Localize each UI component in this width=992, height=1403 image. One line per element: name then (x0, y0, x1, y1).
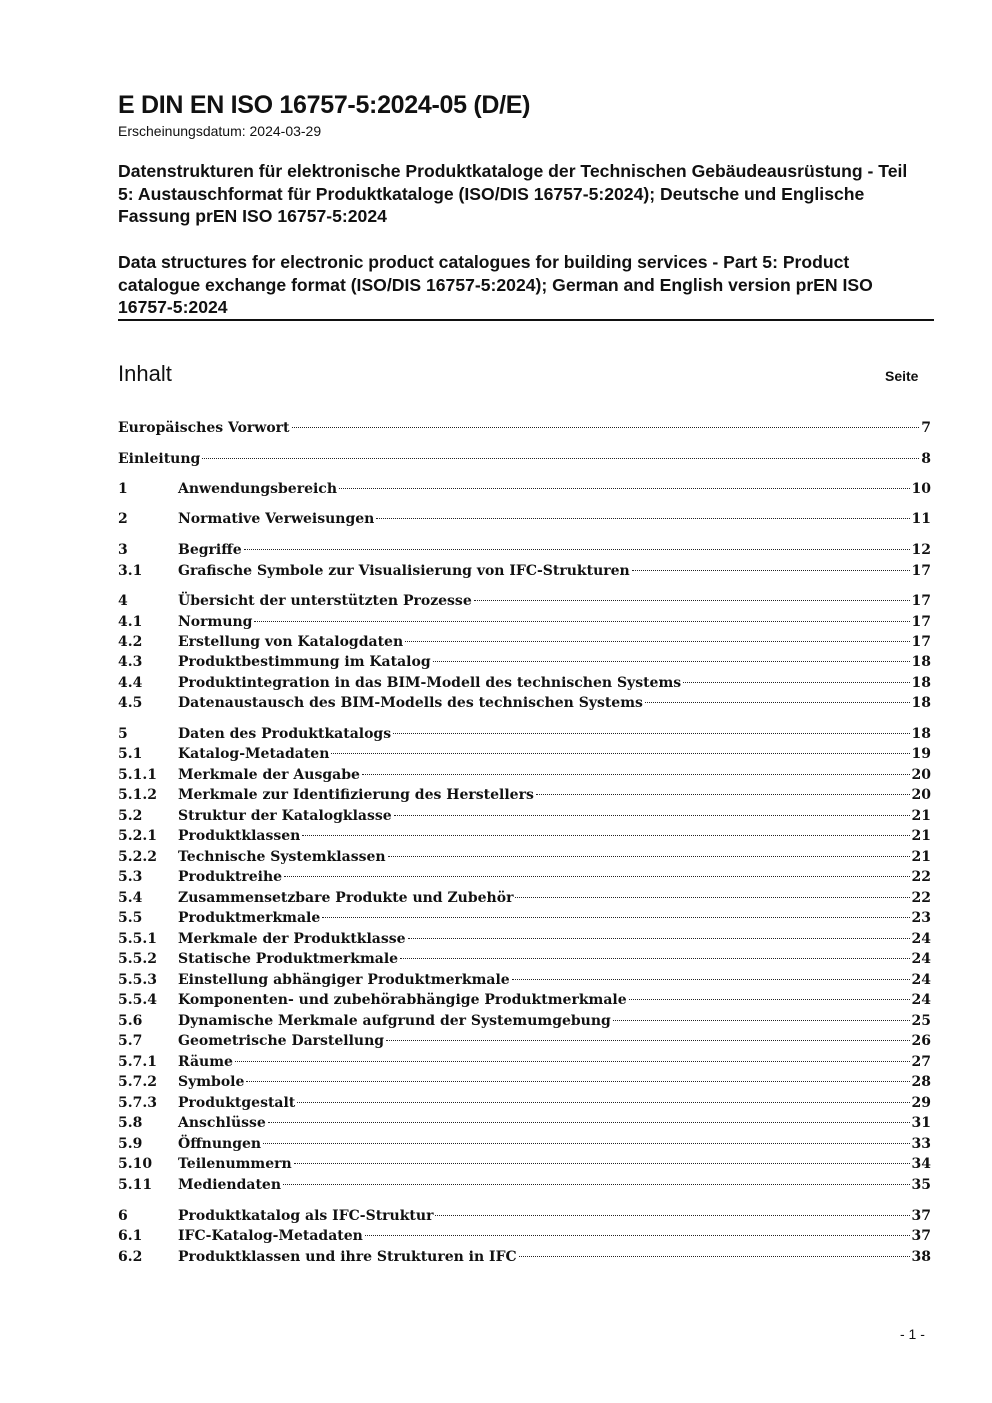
toc-entry-page: 34 (911, 1156, 931, 1172)
toc-entry[interactable] (118, 1154, 931, 1174)
toc-entry[interactable] (118, 449, 931, 469)
toc-entry[interactable] (118, 1031, 931, 1051)
toc-entry-number: 5.10 (118, 1156, 153, 1172)
toc-entry[interactable] (118, 1113, 931, 1133)
toc-entry-page: 22 (911, 869, 931, 885)
table-of-contents (118, 0, 931, 1300)
toc-leader-dots (246, 1080, 909, 1082)
toc-entry-number: 4.5 (118, 695, 143, 711)
toc-entry-title: Öffnungen (178, 1136, 262, 1152)
toc-entry[interactable] (118, 724, 931, 744)
toc-entry-number: 5.5.3 (118, 972, 157, 988)
toc-leader-dots (244, 548, 910, 550)
toc-leader-dots (263, 1142, 909, 1144)
toc-entry-number: 5.5.2 (118, 951, 157, 967)
toc-entry-number: 3 (118, 542, 128, 558)
toc-leader-dots (512, 978, 910, 980)
toc-entry-page: 21 (911, 808, 931, 824)
toc-entry-page: 27 (911, 1054, 931, 1070)
toc-entry-page: 17 (911, 563, 931, 579)
toc-leader-dots (331, 752, 909, 754)
toc-entry-page: 18 (911, 726, 931, 742)
toc-entry-title: Produktmerkmale (178, 910, 321, 926)
toc-leader-dots (629, 998, 910, 1000)
toc-entry-title: Produktbestimmung im Katalog (178, 654, 431, 670)
toc-entry-title: Normung (178, 614, 253, 630)
toc-entry-page: 23 (911, 910, 931, 926)
toc-entry[interactable] (118, 1206, 931, 1226)
toc-leader-dots (202, 457, 919, 459)
toc-entry-title: Produktklassen (178, 828, 301, 844)
toc-entry-title: Normative Verweisungen (178, 511, 375, 527)
toc-entry-number: 5.3 (118, 869, 143, 885)
toc-entry-title: Dynamische Merkmale aufgrund der Systemumgebung (178, 1013, 611, 1029)
toc-leader-dots (294, 1162, 910, 1164)
toc-entry[interactable] (118, 867, 931, 887)
toc-leader-dots (292, 426, 920, 428)
toc-leader-dots (632, 569, 910, 571)
toc-entry-number: 5.5 (118, 910, 143, 926)
toc-entry-title: Europäisches Vorwort (118, 420, 290, 436)
toc-entry-title: Merkmale der Ausgabe (178, 767, 360, 783)
toc-entry-page: 18 (911, 695, 931, 711)
toc-entry-page: 37 (911, 1228, 931, 1244)
toc-entry-number: 5.7.3 (118, 1095, 157, 1111)
toc-entry-page: 24 (911, 992, 931, 1008)
toc-leader-dots (408, 937, 910, 939)
toc-entry[interactable] (118, 1175, 931, 1195)
toc-entry-title: Einleitung (118, 451, 201, 467)
toc-entry[interactable] (118, 673, 931, 693)
toc-entry[interactable] (118, 591, 931, 611)
toc-leader-dots (393, 732, 909, 734)
toc-leader-dots (268, 1121, 910, 1123)
toc-entry[interactable] (118, 806, 931, 826)
toc-leader-dots (435, 1214, 909, 1216)
toc-entry-page: 26 (911, 1033, 931, 1049)
toc-leader-dots (519, 1255, 910, 1257)
toc-entry[interactable] (118, 970, 931, 990)
toc-entry-page: 11 (911, 511, 931, 527)
toc-entry-number: 4.2 (118, 634, 143, 650)
toc-leader-dots (474, 599, 910, 601)
toc-entry-number: 5.5.1 (118, 931, 157, 947)
toc-entry-page: 17 (911, 593, 931, 609)
toc-entry-title: Symbole (178, 1074, 245, 1090)
toc-entry-page: 21 (911, 828, 931, 844)
toc-entry-title: Produktintegration in das BIM-Modell des technischen Systems (178, 675, 682, 691)
toc-entry-title: Übersicht der unterstützten Prozesse (178, 593, 472, 609)
toc-leader-dots (388, 855, 910, 857)
toc-entry-page: 18 (911, 654, 931, 670)
toc-page-label: Seite (885, 368, 919, 384)
toc-entry-page: 29 (911, 1095, 931, 1111)
toc-entry-title: Erstellung von Katalogdaten (178, 634, 404, 650)
toc-entry-title: Anschlüsse (178, 1115, 266, 1131)
toc-entry-page: 18 (911, 675, 931, 691)
toc-entry[interactable] (118, 1247, 931, 1267)
toc-entry-title: Teilenummern (178, 1156, 292, 1172)
toc-entry-number: 5.7 (118, 1033, 143, 1049)
toc-entry-page: 17 (911, 614, 931, 630)
toc-entry-title: Geometrische Darstellung (178, 1033, 385, 1049)
toc-leader-dots (322, 916, 909, 918)
toc-entry[interactable] (118, 826, 931, 846)
toc-entry-title: Mediendaten (178, 1177, 282, 1193)
toc-entry[interactable] (118, 744, 931, 764)
footer-page-number: - 1 - (900, 1326, 925, 1342)
toc-entry[interactable] (118, 1134, 931, 1154)
toc-entry[interactable] (118, 1226, 931, 1246)
toc-entry-page: 12 (911, 542, 931, 558)
toc-entry-title: Struktur der Katalogklasse (178, 808, 392, 824)
toc-entry[interactable] (118, 652, 931, 672)
toc-entry-page: 33 (911, 1136, 931, 1152)
toc-heading: Inhalt (118, 361, 172, 386)
toc-entry-title: IFC-Katalog-Metadaten (178, 1228, 363, 1244)
toc-entry-number: 4.1 (118, 614, 143, 630)
toc-entry-number: 5.5.4 (118, 992, 157, 1008)
toc-entry-title: Merkmale der Produktklasse (178, 931, 406, 947)
toc-entry-title: Datenaustausch des BIM-Modells des technischen Systems (178, 695, 643, 711)
toc-entry-number: 5 (118, 726, 128, 742)
toc-entry-page: 20 (911, 767, 931, 783)
toc-leader-dots (365, 1234, 910, 1236)
toc-leader-dots (302, 834, 909, 836)
toc-leader-dots (297, 1101, 909, 1103)
toc-entry[interactable] (118, 1093, 931, 1113)
toc-entry[interactable] (118, 949, 931, 969)
toc-entry-page: 25 (911, 1013, 931, 1029)
toc-entry-page: 22 (911, 890, 931, 906)
toc-entry-title: Grafische Symbole zur Visualisierung von IFC-Strukturen (178, 563, 630, 579)
toc-leader-dots (235, 1060, 910, 1062)
toc-entry-page: 21 (911, 849, 931, 865)
toc-leader-dots (536, 793, 910, 795)
toc-leader-dots (683, 681, 909, 683)
toc-entry[interactable] (118, 1011, 931, 1031)
publication-date: Erscheinungsdatum: 2024-03-29 (118, 123, 322, 139)
toc-entry-number: 5.2 (118, 808, 143, 824)
toc-leader-dots (362, 773, 910, 775)
toc-entry-page: 24 (911, 972, 931, 988)
toc-entry[interactable] (118, 990, 931, 1010)
toc-entry-number: 4.3 (118, 654, 143, 670)
toc-entry[interactable] (118, 765, 931, 785)
toc-entry-page: 8 (921, 451, 931, 467)
toc-entry-title: Anwendungsbereich (178, 481, 337, 497)
toc-leader-dots (386, 1039, 909, 1041)
toc-entry-title: Katalog-Metadaten (178, 746, 330, 762)
toc-entry[interactable] (118, 785, 931, 805)
toc-entry[interactable] (118, 479, 931, 499)
toc-entry-page: 24 (911, 951, 931, 967)
toc-entry[interactable] (118, 929, 931, 949)
toc-entry-page: 17 (911, 634, 931, 650)
toc-entry[interactable] (118, 612, 931, 632)
toc-entry-page: 7 (921, 420, 931, 436)
toc-entry-number: 5.2.1 (118, 828, 157, 844)
toc-entry[interactable] (118, 561, 931, 581)
toc-entry[interactable] (118, 908, 931, 928)
toc-entry-page: 20 (911, 787, 931, 803)
toc-entry-number: 5.1.2 (118, 787, 157, 803)
toc-leader-dots (254, 620, 909, 622)
toc-entry-title: Komponenten- und zubehörabhängige Produktmerkmale (178, 992, 627, 1008)
toc-entry-title: Merkmale zur Identifizierung des Herstellers (178, 787, 534, 803)
toc-entry-title: Produktgestalt (178, 1095, 296, 1111)
toc-entry[interactable] (118, 888, 931, 908)
toc-entry-title: Statische Produktmerkmale (178, 951, 399, 967)
toc-entry[interactable] (118, 509, 931, 529)
toc-leader-dots (283, 1183, 910, 1185)
toc-leader-dots (433, 660, 910, 662)
toc-leader-dots (400, 957, 909, 959)
toc-entry[interactable] (118, 418, 931, 438)
toc-entry-number: 4.4 (118, 675, 143, 691)
toc-entry-title: Daten des Produktkatalogs (178, 726, 392, 742)
toc-entry-number: 5.2.2 (118, 849, 157, 865)
toc-entry-number: 5.1.1 (118, 767, 157, 783)
toc-entry-page: 24 (911, 931, 931, 947)
toc-leader-dots (405, 640, 909, 642)
toc-entry-page: 38 (911, 1249, 931, 1265)
toc-entry-title: Einstellung abhängiger Produktmerkmale (178, 972, 510, 988)
toc-entry[interactable] (118, 632, 931, 652)
toc-leader-dots (339, 487, 910, 489)
toc-leader-dots (284, 875, 909, 877)
toc-entry-page: 28 (911, 1074, 931, 1090)
toc-entry-title: Räume (178, 1054, 233, 1070)
toc-entry-number: 5.8 (118, 1115, 143, 1131)
toc-entry-title: Begriffe (178, 542, 242, 558)
document-id: E DIN EN ISO 16757-5:2024-05 (D/E) (118, 91, 531, 119)
toc-entry-number: 1 (118, 481, 128, 497)
toc-leader-dots (376, 517, 909, 519)
toc-entry-page: 31 (911, 1115, 931, 1131)
toc-entry-page: 19 (911, 746, 931, 762)
toc-entry[interactable] (118, 693, 931, 713)
toc-entry-title: Produktkatalog als IFC-Struktur (178, 1208, 434, 1224)
title-english: Data structures for electronic product catalogues for building services - Part 5: Product catalogue exchange format (ISO/DIS 16757-5:2024); German and English version prEN ISO 16757-5:2024 (118, 252, 873, 317)
toc-entry-number: 5.11 (118, 1177, 153, 1193)
toc-entry-number: 4 (118, 593, 128, 609)
toc-entry-page: 35 (911, 1177, 931, 1193)
toc-entry-number: 5.7.1 (118, 1054, 157, 1070)
toc-entry[interactable] (118, 1072, 931, 1092)
toc-leader-dots (394, 814, 910, 816)
toc-entry-number: 6.2 (118, 1249, 143, 1265)
toc-entry-number: 6 (118, 1208, 128, 1224)
toc-entry[interactable] (118, 847, 931, 867)
toc-entry-title: Zusammensetzbare Produkte und Zubehör (178, 890, 514, 906)
toc-entry-page: 37 (911, 1208, 931, 1224)
toc-entry-number: 3.1 (118, 563, 143, 579)
toc-leader-dots (645, 701, 910, 703)
toc-entry[interactable] (118, 540, 931, 560)
title-german: Datenstrukturen für elektronische Produktkataloge der Technischen Gebäudeausrüstung - Teil 5: Austauschformat für Produktkataloge (ISO/DIS 16757-5:2024); Deutsche und Englische Fassung prEN ISO 16757-5:2024 (118, 161, 908, 226)
toc-leader-dots (613, 1019, 910, 1021)
toc-entry-number: 5.6 (118, 1013, 143, 1029)
toc-entry-number: 5.1 (118, 746, 143, 762)
toc-entry[interactable] (118, 1052, 931, 1072)
toc-entry-page: 10 (911, 481, 931, 497)
toc-entry-title: Produktreihe (178, 869, 283, 885)
toc-entry-number: 6.1 (118, 1228, 143, 1244)
toc-leader-dots (515, 896, 909, 898)
toc-entry-number: 5.9 (118, 1136, 143, 1152)
toc-entry-number: 2 (118, 511, 128, 527)
toc-entry-title: Technische Systemklassen (178, 849, 386, 865)
toc-entry-title: Produktklassen und ihre Strukturen in IFC (178, 1249, 517, 1265)
toc-entry-number: 5.7.2 (118, 1074, 157, 1090)
toc-entry-number: 5.4 (118, 890, 143, 906)
